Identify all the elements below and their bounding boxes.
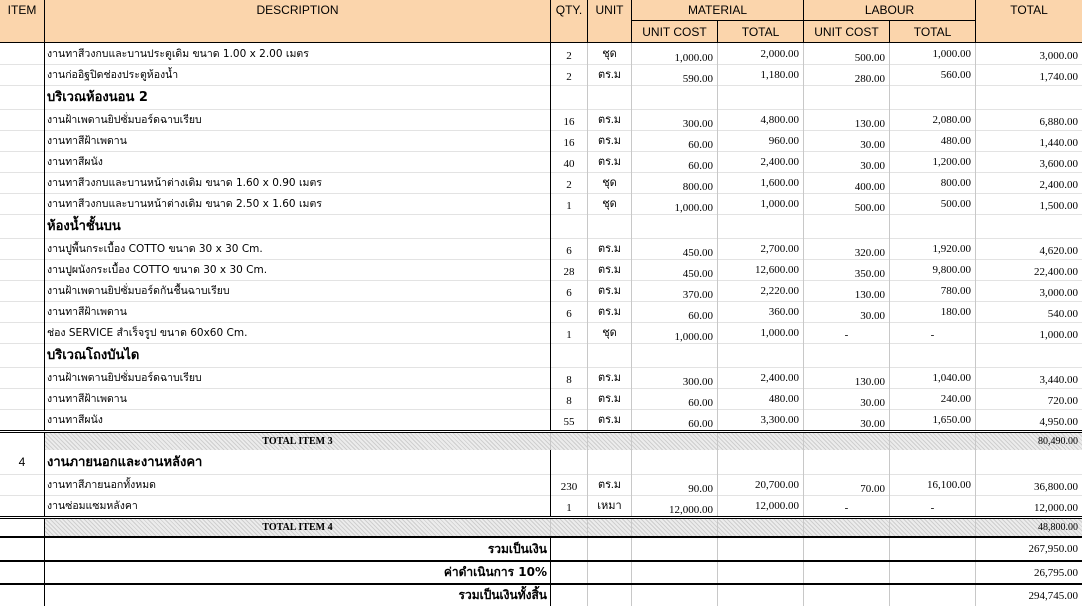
summary-value: 26,795.00 [1034, 566, 1078, 579]
cell-total [976, 343, 1082, 367]
cell-m-total: 480.00 [718, 388, 804, 409]
cell-desc: งานก่ออิฐปิดช่องประตูห้องน้ำ [45, 64, 551, 85]
cell-unit: ตร.ม [588, 367, 632, 388]
cell-total: 3,000.00 [1039, 50, 1078, 62]
cell-l-unit: 280.00 [804, 64, 890, 85]
header-unit: UNIT [588, 0, 632, 43]
cell-unit [588, 85, 632, 109]
cell-m-total: 12,600.00 [718, 259, 804, 280]
table-row [0, 495, 1082, 517]
cell-total: 6,880.00 [1039, 116, 1078, 128]
summary-row [0, 583, 1082, 606]
cell-l-unit: 350.00 [804, 259, 890, 280]
summary-cell-m-unit [632, 585, 718, 606]
cell-l-unit [804, 433, 890, 450]
cell-l-total: 1,200.00 [890, 151, 976, 172]
cell-m-unit: 1,000.00 [632, 43, 718, 64]
cell-m-unit: 60.00 [632, 151, 718, 172]
cell-item [0, 151, 45, 172]
summary-cell-l-total [890, 585, 976, 606]
cell-qty: 1 [551, 495, 588, 516]
cell-item [0, 388, 45, 409]
cell-desc: งานฝ้าเพดานยิปซั่มบอร์ดฉาบเรียบ [45, 109, 551, 130]
cell-item [0, 322, 45, 343]
cell-l-unit: 30.00 [804, 301, 890, 322]
summary-cell-item [0, 585, 45, 606]
cell-m-unit: 300.00 [632, 367, 718, 388]
cell-unit [588, 343, 632, 367]
summary-cell-item [0, 562, 45, 583]
header-description: DESCRIPTION [45, 0, 551, 43]
cell-l-unit: 400.00 [804, 172, 890, 193]
cell-item [0, 433, 45, 450]
table-row [0, 193, 1082, 215]
cell-unit: ชุด [588, 193, 632, 214]
table-row [0, 238, 1082, 260]
cell-qty: 28 [551, 259, 588, 280]
cell-item [0, 64, 45, 85]
table-row [0, 474, 1082, 496]
cell-m-unit [632, 519, 718, 536]
cell-m-unit: 300.00 [632, 109, 718, 130]
cell-desc: งานทาสีฝ้าเพดาน [45, 388, 551, 409]
cell-l-total: 180.00 [890, 301, 976, 322]
cell-l-total: - [890, 495, 976, 516]
cell-item [0, 343, 45, 367]
cell-desc: งานทาสีผนัง [45, 151, 551, 172]
cell-desc: งานทาสีวงกบและบานหน้าต่างเดิม ขนาด 1.60 x 0.90 เมตร [45, 172, 551, 193]
subtotal-value: 48,800.00 [976, 519, 1082, 536]
cell-l-total: 800.00 [890, 172, 976, 193]
header-item: ITEM [0, 0, 45, 43]
cell-total: 720.00 [1047, 395, 1078, 407]
cell-unit: ตร.ม [588, 64, 632, 85]
cell-total: 3,000.00 [1039, 287, 1078, 299]
header-row [0, 0, 1082, 43]
cell-m-unit: 60.00 [632, 388, 718, 409]
cell-m-total: 2,400.00 [718, 151, 804, 172]
summary-cell-m-total [718, 585, 804, 606]
summary-cell-unit [588, 538, 632, 560]
cell-l-total [890, 85, 976, 109]
summary-cell-l-unit [804, 585, 890, 606]
cell-total: 36,800.00 [1034, 481, 1078, 493]
item-number: 4 [0, 450, 45, 474]
cell-l-unit: 130.00 [804, 367, 890, 388]
cell-unit [588, 214, 632, 238]
cell-item [0, 259, 45, 280]
cell-m-total: 20,700.00 [718, 474, 804, 495]
cell-total: 1,440.00 [1039, 137, 1078, 149]
summary-cell-l-total [890, 562, 976, 583]
cell-item [0, 172, 45, 193]
cell-l-unit: 30.00 [804, 409, 890, 430]
cell-l-unit: - [804, 322, 890, 343]
header-labour-unit-cost: UNIT COST [804, 21, 890, 43]
table-row [0, 301, 1082, 323]
header-qty: QTY. [551, 0, 588, 43]
cell-l-total [890, 450, 976, 474]
cell-m-total [718, 519, 804, 536]
cell-item [0, 474, 45, 495]
cell-l-total: 780.00 [890, 280, 976, 301]
cell-l-unit: - [804, 495, 890, 516]
cell-total: 22,400.00 [1034, 266, 1078, 278]
summary-cell-m-total [718, 562, 804, 583]
cell-m-unit [632, 450, 718, 474]
cell-total: 2,400.00 [1039, 179, 1078, 191]
cell-m-unit: 1,000.00 [632, 322, 718, 343]
subtotal-row [0, 430, 1082, 450]
subtotal-label: TOTAL ITEM 3 [45, 433, 551, 450]
cell-qty [551, 450, 588, 474]
cell-unit: ชุด [588, 322, 632, 343]
cell-total: 1,000.00 [1039, 329, 1078, 341]
cell-item [0, 130, 45, 151]
table-row [0, 130, 1082, 152]
table-row [0, 322, 1082, 344]
cell-qty [551, 214, 588, 238]
cell-desc: ห้องน้ำชั้นบน [45, 214, 551, 238]
summary-value: 294,745.00 [1028, 589, 1078, 602]
cell-desc: งานทาสีวงกบและบานหน้าต่างเดิม ขนาด 2.50 x 1.60 เมตร [45, 193, 551, 214]
cell-m-total: 2,700.00 [718, 238, 804, 259]
subtotal-value: 80,490.00 [976, 433, 1082, 450]
summary-label: ค่าดำเนินการ 10% [45, 562, 551, 583]
cell-unit: ตร.ม [588, 151, 632, 172]
cell-desc: ช่อง SERVICE สำเร็จรูป ขนาด 60x60 Cm. [45, 322, 551, 343]
cell-unit: ตร.ม [588, 130, 632, 151]
cell-l-total: 1,920.00 [890, 238, 976, 259]
cell-item [0, 409, 45, 430]
table-row [0, 409, 1082, 431]
cell-total: 1,740.00 [1039, 71, 1078, 83]
cell-item [0, 519, 45, 536]
cell-unit: ตร.ม [588, 301, 632, 322]
cell-l-unit [804, 85, 890, 109]
cell-m-total: 2,000.00 [718, 43, 804, 64]
cell-l-total [890, 519, 976, 536]
cell-m-unit: 60.00 [632, 301, 718, 322]
cell-unit: ชุด [588, 43, 632, 64]
summary-cell-item [0, 538, 45, 560]
cell-m-unit: 12,000.00 [632, 495, 718, 516]
cell-qty: 40 [551, 151, 588, 172]
cell-m-unit: 60.00 [632, 130, 718, 151]
cell-unit: ตร.ม [588, 474, 632, 495]
table-row [0, 172, 1082, 194]
cell-m-unit [632, 343, 718, 367]
cell-unit: ชุด [588, 172, 632, 193]
cell-m-unit [632, 85, 718, 109]
cell-m-total: 4,800.00 [718, 109, 804, 130]
table-row [0, 367, 1082, 389]
cell-total: 540.00 [1047, 308, 1078, 320]
section-row [0, 214, 1082, 239]
cell-desc: งานฝ้าเพดานยิปซั่มบอร์ดกันชื้นฉาบเรียบ [45, 280, 551, 301]
cell-item [0, 495, 45, 516]
cell-desc: งานภายนอกและงานหลังคา [45, 450, 551, 474]
cell-qty: 16 [551, 109, 588, 130]
cell-unit: ตร.ม [588, 409, 632, 430]
cell-qty: 2 [551, 43, 588, 64]
cell-desc: งานฝ้าเพดานยิปซั่มบอร์ดฉาบเรียบ [45, 367, 551, 388]
cell-l-unit: 130.00 [804, 280, 890, 301]
summary-cell-l-unit [804, 562, 890, 583]
table-row [0, 280, 1082, 302]
cell-m-total: 960.00 [718, 130, 804, 151]
cell-total: 1,500.00 [1039, 200, 1078, 212]
cell-item [0, 238, 45, 259]
cell-l-unit: 500.00 [804, 43, 890, 64]
cell-m-total: 1,600.00 [718, 172, 804, 193]
cell-desc: งานทาสีผนัง [45, 409, 551, 430]
summary-cell-m-total [718, 538, 804, 560]
cell-qty: 1 [551, 322, 588, 343]
cell-total: 4,620.00 [1039, 245, 1078, 257]
cell-desc: งานทาสีภายนอกทั้งหมด [45, 474, 551, 495]
cell-qty: 8 [551, 367, 588, 388]
header-material: MATERIAL [632, 0, 804, 21]
cell-desc: บริเวณห้องนอน 2 [45, 85, 551, 109]
cell-l-total: 1,000.00 [890, 43, 976, 64]
cell-l-total [890, 433, 976, 450]
cell-l-unit: 130.00 [804, 109, 890, 130]
cell-m-unit: 450.00 [632, 259, 718, 280]
table-row [0, 151, 1082, 173]
cell-l-total [890, 214, 976, 238]
cell-qty [551, 343, 588, 367]
cell-l-total: 240.00 [890, 388, 976, 409]
cell-total [976, 214, 1082, 238]
cell-unit: ตร.ม [588, 259, 632, 280]
summary-cell-l-total [890, 538, 976, 560]
summary-cell-unit [588, 562, 632, 583]
cell-m-total [718, 214, 804, 238]
cell-qty: 6 [551, 301, 588, 322]
cell-l-unit [804, 214, 890, 238]
summary-cell-qty [551, 562, 588, 583]
cell-l-total: 2,080.00 [890, 109, 976, 130]
cell-m-total [718, 450, 804, 474]
cell-l-total: 1,040.00 [890, 367, 976, 388]
cell-desc: บริเวณโถงบันได [45, 343, 551, 367]
summary-cell-qty [551, 585, 588, 606]
cell-m-total: 1,180.00 [718, 64, 804, 85]
cell-unit: ตร.ม [588, 280, 632, 301]
section-row [0, 343, 1082, 368]
summary-cell-m-unit [632, 538, 718, 560]
table-row [0, 259, 1082, 281]
section-row [0, 450, 1082, 475]
cell-desc: งานทาสีฝ้าเพดาน [45, 130, 551, 151]
cell-desc: งานทาสีฝ้าเพดาน [45, 301, 551, 322]
cell-l-unit: 30.00 [804, 151, 890, 172]
cell-l-unit [804, 343, 890, 367]
cell-m-unit: 800.00 [632, 172, 718, 193]
cell-m-unit: 60.00 [632, 409, 718, 430]
cell-l-total: 560.00 [890, 64, 976, 85]
subtotal-label: TOTAL ITEM 4 [45, 519, 551, 536]
cell-qty [551, 433, 588, 450]
cell-l-total: 1,650.00 [890, 409, 976, 430]
table-row [0, 388, 1082, 410]
header-material-total: TOTAL [718, 21, 804, 43]
cell-item [0, 85, 45, 109]
cell-qty: 6 [551, 280, 588, 301]
cell-m-total: 2,220.00 [718, 280, 804, 301]
cell-m-total: 1,000.00 [718, 193, 804, 214]
subtotal-row [0, 516, 1082, 536]
cell-m-unit: 1,000.00 [632, 193, 718, 214]
cell-l-unit: 30.00 [804, 388, 890, 409]
cell-unit [588, 519, 632, 536]
cell-m-total: 360.00 [718, 301, 804, 322]
section-row [0, 85, 1082, 110]
cell-l-unit: 500.00 [804, 193, 890, 214]
cell-qty: 2 [551, 172, 588, 193]
cell-item [0, 214, 45, 238]
summary-label: รวมเป็นเงินทั้งสิ้น [45, 585, 551, 606]
cell-m-total: 12,000.00 [718, 495, 804, 516]
cell-qty: 16 [551, 130, 588, 151]
cell-qty: 6 [551, 238, 588, 259]
cell-total: 4,950.00 [1039, 416, 1078, 428]
table-row [0, 64, 1082, 86]
summary-value: 267,950.00 [1028, 543, 1078, 555]
cell-qty [551, 85, 588, 109]
summary-row [0, 536, 1082, 560]
cell-unit [588, 450, 632, 474]
cell-total [976, 450, 1082, 474]
summary-cell-m-unit [632, 562, 718, 583]
cell-total: 3,600.00 [1039, 158, 1078, 170]
cell-l-unit [804, 519, 890, 536]
header-material-unit-cost: UNIT COST [632, 21, 718, 43]
cell-m-unit: 450.00 [632, 238, 718, 259]
cell-qty: 2 [551, 64, 588, 85]
cell-m-total: 3,300.00 [718, 409, 804, 430]
cell-m-total [718, 343, 804, 367]
cell-l-total: 480.00 [890, 130, 976, 151]
cell-qty: 230 [551, 474, 588, 495]
cell-l-total: 9,800.00 [890, 259, 976, 280]
header-labour: LABOUR [804, 0, 976, 21]
cell-qty: 55 [551, 409, 588, 430]
cell-m-unit [632, 433, 718, 450]
cell-item [0, 301, 45, 322]
cell-m-total: 1,000.00 [718, 322, 804, 343]
cell-m-total: 2,400.00 [718, 367, 804, 388]
cell-m-total [718, 85, 804, 109]
cell-l-unit: 320.00 [804, 238, 890, 259]
header-labour-total: TOTAL [890, 21, 976, 43]
cell-desc: งานทาสีวงกบและบานประตูเดิม ขนาด 1.00 x 2.00 เมตร [45, 43, 551, 64]
cell-item [0, 109, 45, 130]
cell-item [0, 280, 45, 301]
table-row [0, 43, 1082, 65]
cell-desc: งานปูผนังกระเบื้อง COTTO ขนาด 30 x 30 Cm. [45, 259, 551, 280]
cell-qty: 8 [551, 388, 588, 409]
cell-unit: ตร.ม [588, 388, 632, 409]
cell-l-unit: 30.00 [804, 130, 890, 151]
summary-cell-qty [551, 538, 588, 560]
cell-desc: งานปูพื้นกระเบื้อง COTTO ขนาด 30 x 30 Cm. [45, 238, 551, 259]
cell-unit: เหมา [588, 495, 632, 516]
summary-row [0, 560, 1082, 583]
cell-m-unit: 370.00 [632, 280, 718, 301]
summary-label: รวมเป็นเงิน [45, 538, 551, 560]
cell-unit: ตร.ม [588, 109, 632, 130]
cell-m-total [718, 433, 804, 450]
cell-m-unit [632, 214, 718, 238]
table-row [0, 109, 1082, 131]
cell-m-unit: 590.00 [632, 64, 718, 85]
cell-desc: งานซ่อมแซมหลังคา [45, 495, 551, 516]
cell-item [0, 367, 45, 388]
header-total: TOTAL [976, 0, 1082, 43]
cell-qty [551, 519, 588, 536]
cell-m-unit: 90.00 [632, 474, 718, 495]
cell-item [0, 43, 45, 64]
cell-total: 3,440.00 [1039, 374, 1078, 386]
summary-cell-l-unit [804, 538, 890, 560]
cell-qty: 1 [551, 193, 588, 214]
cell-l-unit [804, 450, 890, 474]
cell-total: 12,000.00 [1034, 502, 1078, 514]
cell-l-total: - [890, 322, 976, 343]
cell-unit: ตร.ม [588, 238, 632, 259]
cell-l-total [890, 343, 976, 367]
cell-unit [588, 433, 632, 450]
cell-l-total: 16,100.00 [890, 474, 976, 495]
cell-total [976, 85, 1082, 109]
cell-item [0, 193, 45, 214]
summary-cell-unit [588, 585, 632, 606]
cell-l-unit: 70.00 [804, 474, 890, 495]
cell-l-total: 500.00 [890, 193, 976, 214]
